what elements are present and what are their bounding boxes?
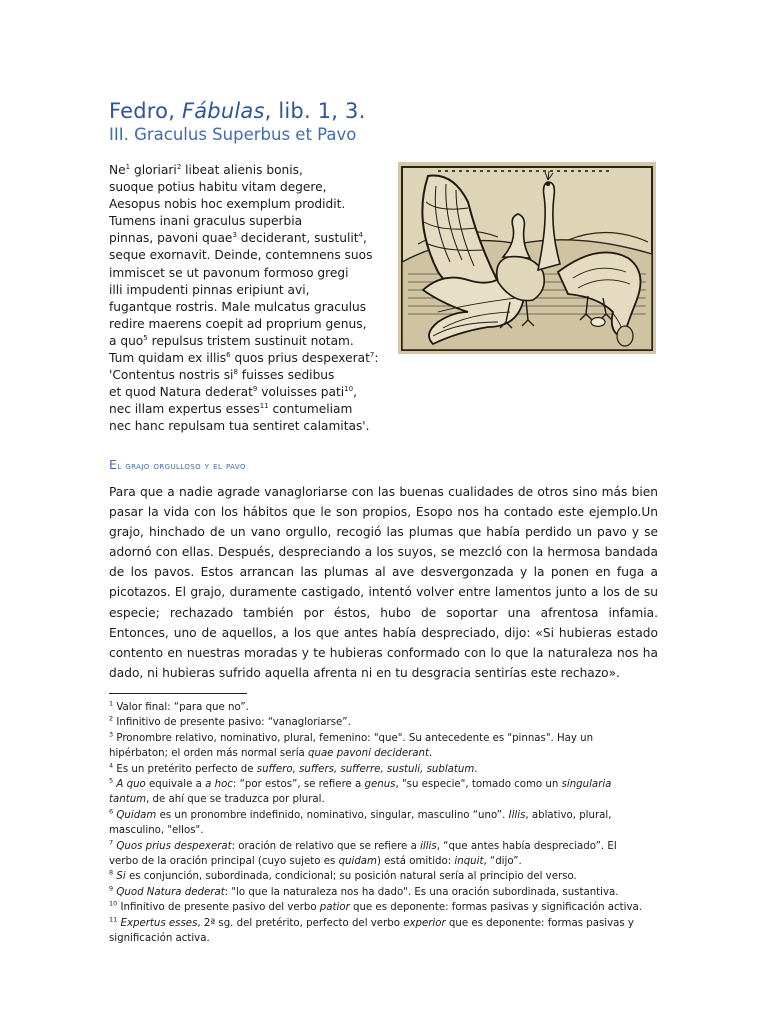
footnote-ref: 4 xyxy=(358,231,364,240)
poem-line: 'Contentus nostris $si^8$ fuisses sedibus xyxy=(109,368,335,383)
translation-heading: El grajo orgulloso y el pavo xyxy=(109,457,246,472)
spanish-translation: Para que a nadie agrade vanagloriarse con las buenas cualidades de otros sino más bien pasar la vida con los hábitos que le son propios, Esopo nos ha contado este ejemplo.Un grajo, hinchado de un vano orgullo, recogió las plumas que había perdido un pavo y se adornó con ellas. Después, despreciando a los suyos, se mezcló con la hermosa bandada de los pavos. Estos arrancan las plumas al ave desvergonzada y la ponen en fuga a picotazos. El grajo, duramente castigado, intentó volver entre lamentos junto a los de su especie; rechazado también por éstos, hubo de soportar una afrentosa infamia. Entonces, uno de aquellos, a los que antes había despreciado, dijo: «Si hubieras estado contento en nuestras moradas y te hubieras conformado con lo que la naturaleza nos ha dado, ni hubieras sufrido aquella afrenta ni en tu desgracia sentirías este rechazo». xyxy=(109,485,658,680)
footnote: $^6$ Quidam es un pronombre indefinido, nominativo, singular, masculino “uno”. Illis, ablativo, plural, masculino, "ellos". xyxy=(109,807,612,837)
title-author: Fedro, xyxy=(109,99,182,123)
poem-line: a quo$^5$ repulsus tristem sustinuit notam. xyxy=(109,333,354,348)
footnote: $^5$ A quo equivale a a hoc: “por estos”, se refiere a genus, "su especie", tomado como un singularia tantum, de ahí que se traduzca por plural. xyxy=(109,776,612,806)
poem-line: redire maerens coepit ad proprium genus, xyxy=(109,316,367,331)
poem-line: immiscet se ut pavonum formoso gregi xyxy=(109,265,349,280)
footnotes xyxy=(109,700,649,947)
footnote-ref: 10 xyxy=(344,385,354,394)
footnote-ref: 9 xyxy=(252,385,258,394)
poem-line: seque exornavit. Deinde, contemnens suos xyxy=(109,248,373,263)
poem-line: Aesopus nobis hoc exemplum prodidit. xyxy=(109,197,346,212)
footnote: $^{10}$ Infinitivo de presente pasivo del verbo patior que es deponente: formas pasivas y significación activa. xyxy=(109,899,642,914)
poem-line: nec illam expertus esses$^{11}$ contumeliam xyxy=(109,402,353,417)
poem-line: Ne$^1$ gloriari$^2$ libeat alienis bonis, xyxy=(109,162,303,177)
poem-line: pinnas, pavoni quae$^3$ deciderant, sustulit$^4$, xyxy=(109,231,367,246)
footnote-separator xyxy=(109,693,247,694)
title-reference: , lib. 1, 3. xyxy=(264,99,366,123)
fable-subtitle: III. Graculus Superbus et Pavo xyxy=(109,125,357,144)
footnote: $^4$ Es un pretérito perfecto de suffero, suffers, sufferre, sustuli, sublatum. xyxy=(109,761,478,775)
footnote-ref: 1 xyxy=(125,162,131,171)
poem-line: illi impudenti pinnas eripiunt avi, xyxy=(109,282,310,297)
footnote: $^2$ Infinitivo de presente pasivo: “vanagloriarse”. xyxy=(109,715,351,729)
footnote-ref: 3 xyxy=(232,231,237,240)
poem-line: et quod Natura dederat$^9$ voluisses pati$^{10}$, xyxy=(109,385,357,400)
footnote: $^9$ Quod Natura dederat: "lo que la naturaleza nos ha dado". Es una oración subordinada, sustantiva. xyxy=(109,884,619,898)
footnote-ref: 11 xyxy=(259,402,269,411)
footnote-ref: 7 xyxy=(369,350,375,359)
poem-line: suoque potius habitu vitam degere, xyxy=(109,180,327,195)
poem-line: Tumens inani graculus superbia xyxy=(109,214,303,229)
footnote: $^7$ Quos prius despexerat: oración de relativo que se refiere a illis, “que antes había despreciado”. El verbo de la oración principal (cuyo sujeto es quidam) está omitido: inquit, “dijo”. xyxy=(109,838,617,868)
poem-line: Tum quidam ex illis$^6$ quos prius despexerat$^7$: xyxy=(109,350,379,366)
footnote-ref: 8 xyxy=(233,368,238,377)
footnote-ref: 5 xyxy=(143,333,148,342)
poem-line: fugantque rostris. Male mulcatus graculus xyxy=(109,299,367,314)
footnote: $^8$ Si es conjunción, subordinada, condicional; su posición natural sería al principio del verso. xyxy=(109,869,577,883)
title-work: Fábulas xyxy=(181,99,265,123)
footnote: $^{11}$ Expertus esses, 2ª sg. del pretérito, perfecto del verbo experior que es deponente: formas pasivas y significación activa. xyxy=(109,915,634,945)
footnote: $^1$ Valor final: “para que no”. xyxy=(109,699,249,713)
poem-line: nec hanc repulsam tua sentiret calamitas'. xyxy=(109,419,370,434)
page-title xyxy=(109,99,365,123)
footnote: $^3$ Pronombre relativo, nominativo, plural, femenino: "que". Su antecedente es "pinnas". Hay un hipérbaton; el orden más normal sería quae pavoni deciderant. xyxy=(109,730,594,760)
latin-poem xyxy=(109,162,394,436)
footnote-ref: 6 xyxy=(226,350,231,359)
woodcut-peacocks-illustration xyxy=(398,162,656,354)
footnote-ref: 2 xyxy=(176,162,182,171)
